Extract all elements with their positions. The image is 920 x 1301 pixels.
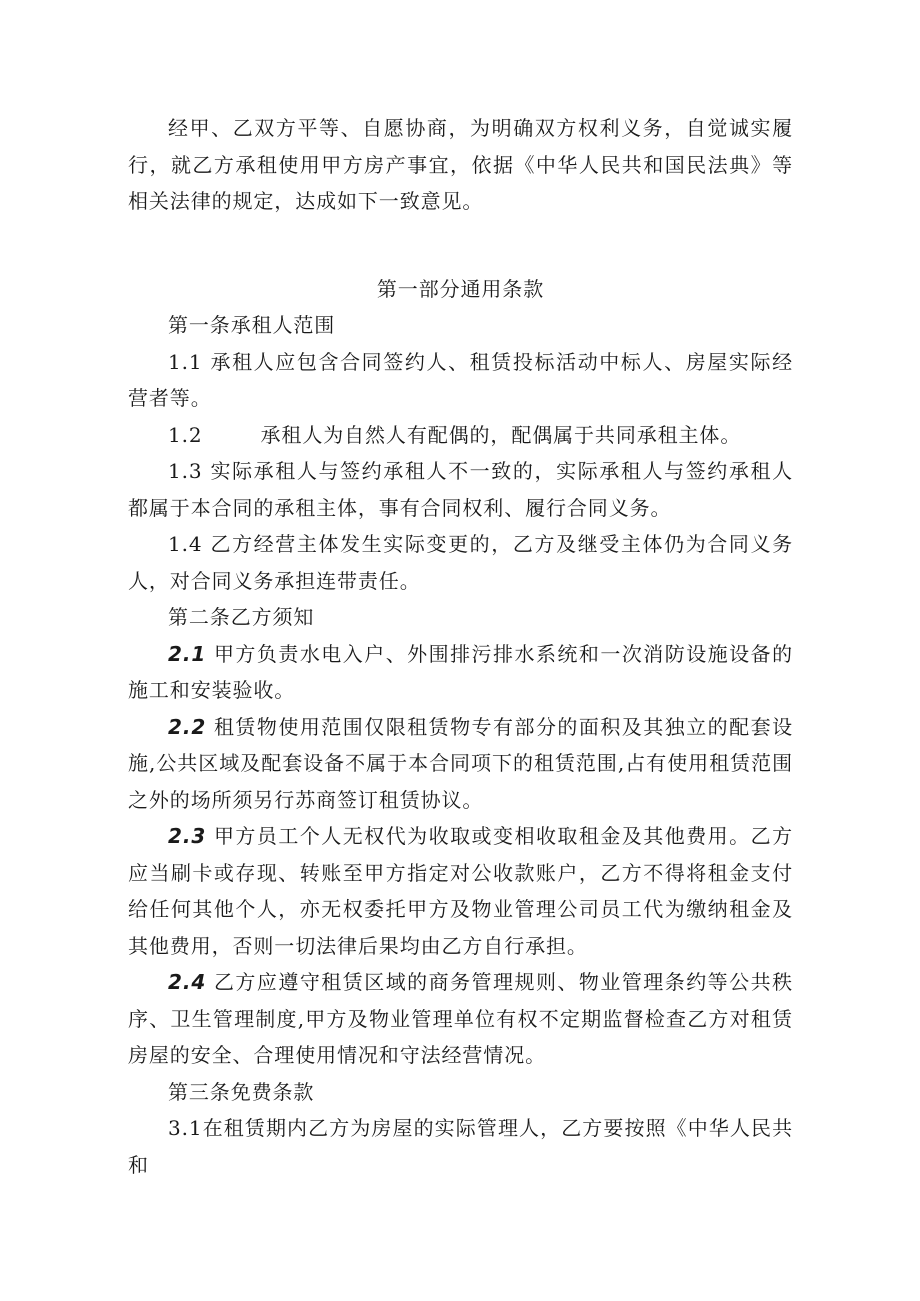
clause-number: 2.2 <box>168 714 207 739</box>
clause-3-1 <box>128 1110 793 1183</box>
clause-1-3 <box>128 453 793 526</box>
clause-text: 乙方经营主体发生实际变更的，乙方及继受主体仍为合同义务人，对合同义务承担连带责任。 <box>128 532 793 593</box>
clause-number: 2.3 <box>168 824 207 848</box>
clause-text: 甲方员工个人无权代为收取或变相收取租金及其他费用。乙方应当刷卡或存现、转账至甲方指定对公收款账户，乙方不得将租金支付给任何其他个人，亦无权委托甲方及物业管理公司员工代为缴纳租金及其他费用，否则一切法律后果均由乙方自行承担。 <box>128 824 793 958</box>
clause-1-2 <box>128 417 793 454</box>
clause-number: 1.2 <box>168 422 203 447</box>
article2-title: 第二条乙方须知 <box>168 605 315 629</box>
clause-1-4 <box>128 526 793 599</box>
article1-title: 第一条承租人范围 <box>168 313 336 337</box>
clause-number: 1.3 <box>168 459 203 483</box>
clause-text: 承租人为自然人有配偶的，配偶属于共同承租主体。 <box>260 422 742 447</box>
clause-number: 2.1 <box>168 641 207 666</box>
clause-text: 乙方应遵守租赁区域的商务管理规则、物业管理条约等公共秩序、卫生管理制度,甲方及物业管理单位有权不定期监督检查乙方对租赁房屋的安全、合理使用情况和守法经营情况。 <box>128 970 793 1067</box>
clause-2-2 <box>128 709 793 819</box>
clause-number: 1.1 <box>168 349 203 374</box>
clause-2-3 <box>128 818 793 964</box>
document-page <box>128 110 793 1183</box>
intro-paragraph: 经甲、乙双方平等、自愿协商，为明确双方权利义务，自觉诚实履行，就乙方承租使用甲方房产事宜，依据《中华人民共和国民法典》等相关法律的规定，达成如下一致意见。 <box>128 116 793 213</box>
clause-text: 甲方负责水电入户、外围排污排水系统和一次消防设施设备的施工和安装验收。 <box>128 641 793 702</box>
clause-text: 在租赁期内乙方为房屋的实际管理人，乙方要按照《中华人民共和 <box>128 1116 793 1177</box>
part-title: 第一部分通用条款 <box>376 276 545 301</box>
clause-1-1 <box>128 344 793 417</box>
article3-title: 第三条免费条款 <box>168 1079 315 1104</box>
clause-text: 租赁物使用范围仅限租赁物专有部分的面积及其独立的配套设施,公共区域及配套设备不属于本合同项下的租赁范围,占有使用租赁范围之外的场所须另行苏商签订租赁协议。 <box>128 714 793 812</box>
clause-text: 实际承租人与签约承租人不一致的，实际承租人与签约承租人都属于本合同的承租主体，事有合同权利、履行合同义务。 <box>128 459 793 520</box>
clause-number: 2.4 <box>168 970 207 994</box>
clause-text: 承租人应包含合同签约人、租赁投标活动中标人、房屋实际经营者等。 <box>128 349 793 410</box>
clause-2-4 <box>128 964 793 1074</box>
clause-2-1 <box>128 636 793 709</box>
clause-number: 1.4 <box>168 532 203 556</box>
clause-number: 3.1 <box>168 1116 203 1140</box>
